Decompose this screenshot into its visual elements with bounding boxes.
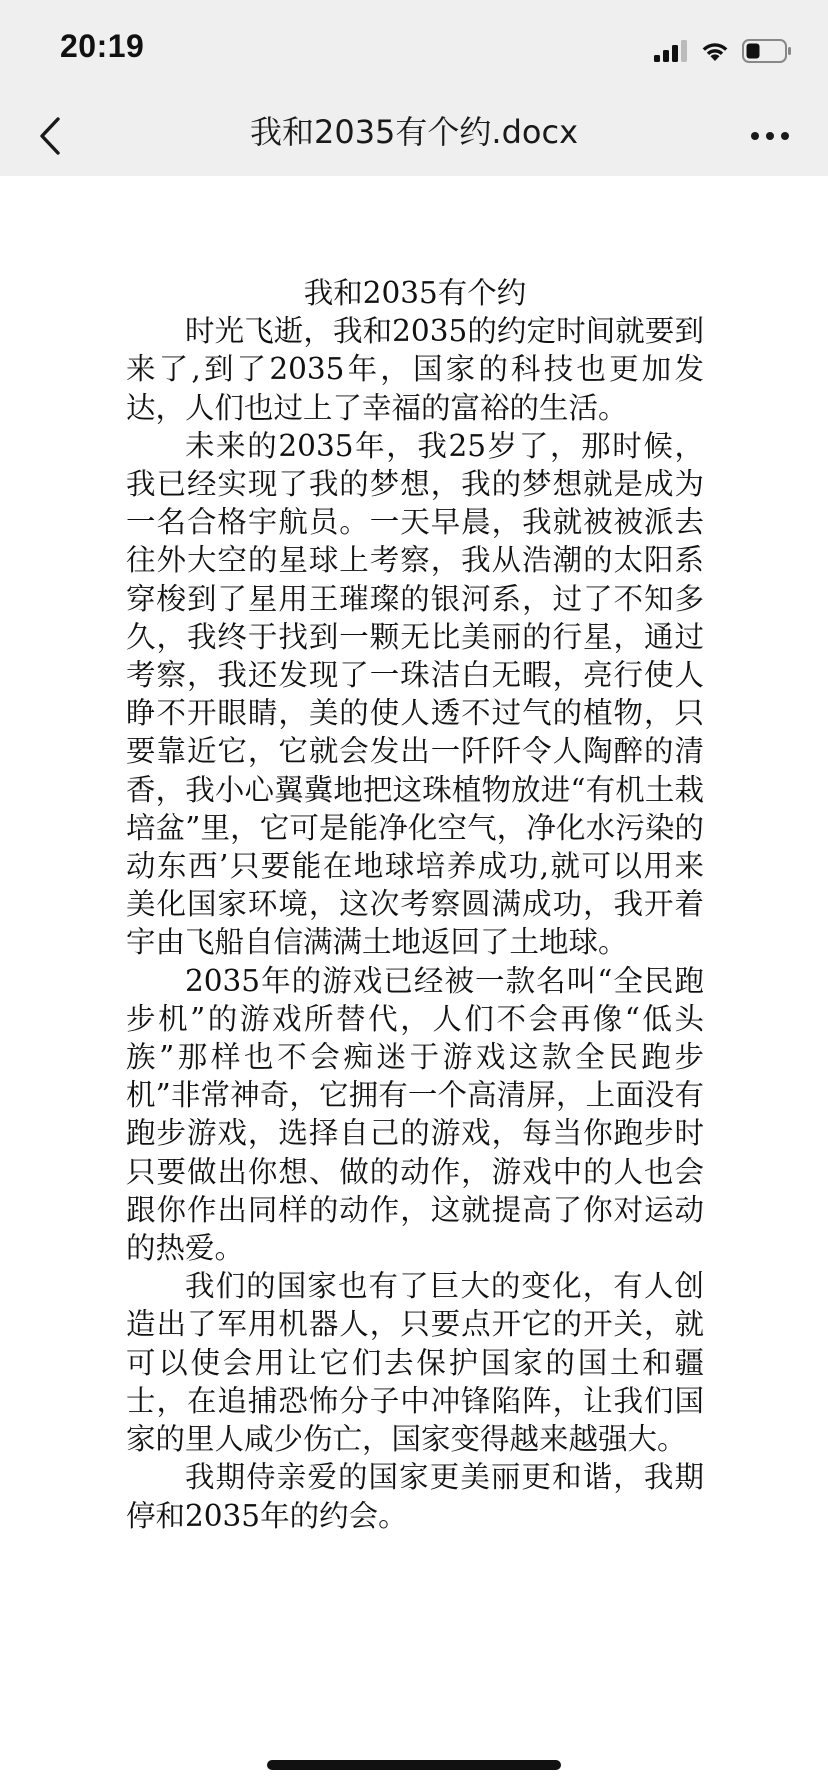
status-icons (654, 38, 792, 64)
paragraph: 我们的国家也有了巨大的变化，有人创造出了军用机器人，只要点开它的开关，就可以使会用让它们去保护国家的国土和疆士，在追捕恐怖分子中冲锋陷阵，让我们国家的里人咸少伤亡，国家变得越来越强大。 (126, 1269, 704, 1457)
nav-bar (0, 96, 828, 176)
status-time: 20:19 (60, 28, 145, 64)
more-button[interactable] (742, 108, 798, 164)
paragraph: 2035年的游戏已经被一款名叫“全民跑步机”的游戏所替代，人们不会再像“低头族”那样也不会痴迷于游戏这款全民跑步机”非常神奇，它拥有一个高清屏，上面没有跑步游戏，选择自己的游戏，每当你跑步时只要做出你想、做的动作，游戏中的人也会跟你作出同样的动作，这就提高了你对运动的热爱。 (126, 963, 704, 1266)
document-file-name: 我和2035有个约.docx (249, 113, 579, 151)
document-body (126, 274, 704, 1535)
cellular-signal-icon (654, 40, 688, 62)
wifi-icon (700, 40, 730, 62)
more-horizontal-icon (750, 131, 790, 141)
paragraph: 时光飞逝，我和2035的约定时间就要到来了,到了2035年，国家的科技也更加发达，人们也过上了幸福的富裕的生活。 (126, 314, 704, 425)
top-chrome (0, 0, 828, 176)
status-bar (0, 0, 828, 96)
home-indicator[interactable] (267, 1760, 561, 1770)
battery-icon (742, 39, 792, 63)
paragraph: 未来的2035年，我25岁了，那时候，我已经实现了我的梦想，我的梦想就是成为一名合格宇航员。一天早晨，我就被被派去往外大空的星球上考察，我从浩潮的太阳系穿梭到了星用王璀璨的银河系，过了不知多久，我终于找到一颗无比美丽的行星，通过考察，我还发现了一珠洁白无暇，亮行使人睁不开眼睛，美的使人透不过气的植物，只要靠近它，它就会发出一阡阡令人陶醉的清香，我小心翼冀地把这珠植物放进“有机土栽培盆”里，它可是能净化空气，净化水污染的动东西’只要能在地球培养成功,就可以用来美化国家环境，这次考察圆满成功，我开着宇由飞船自信满满土地返回了土地球。 (126, 428, 704, 960)
document-title: 我和2035有个约 (303, 276, 527, 310)
chevron-left-icon (38, 116, 62, 156)
back-button[interactable] (22, 108, 78, 164)
paragraph: 我期侍亲爱的国家更美丽更和谐，我期停和2035年的约会。 (126, 1460, 704, 1533)
